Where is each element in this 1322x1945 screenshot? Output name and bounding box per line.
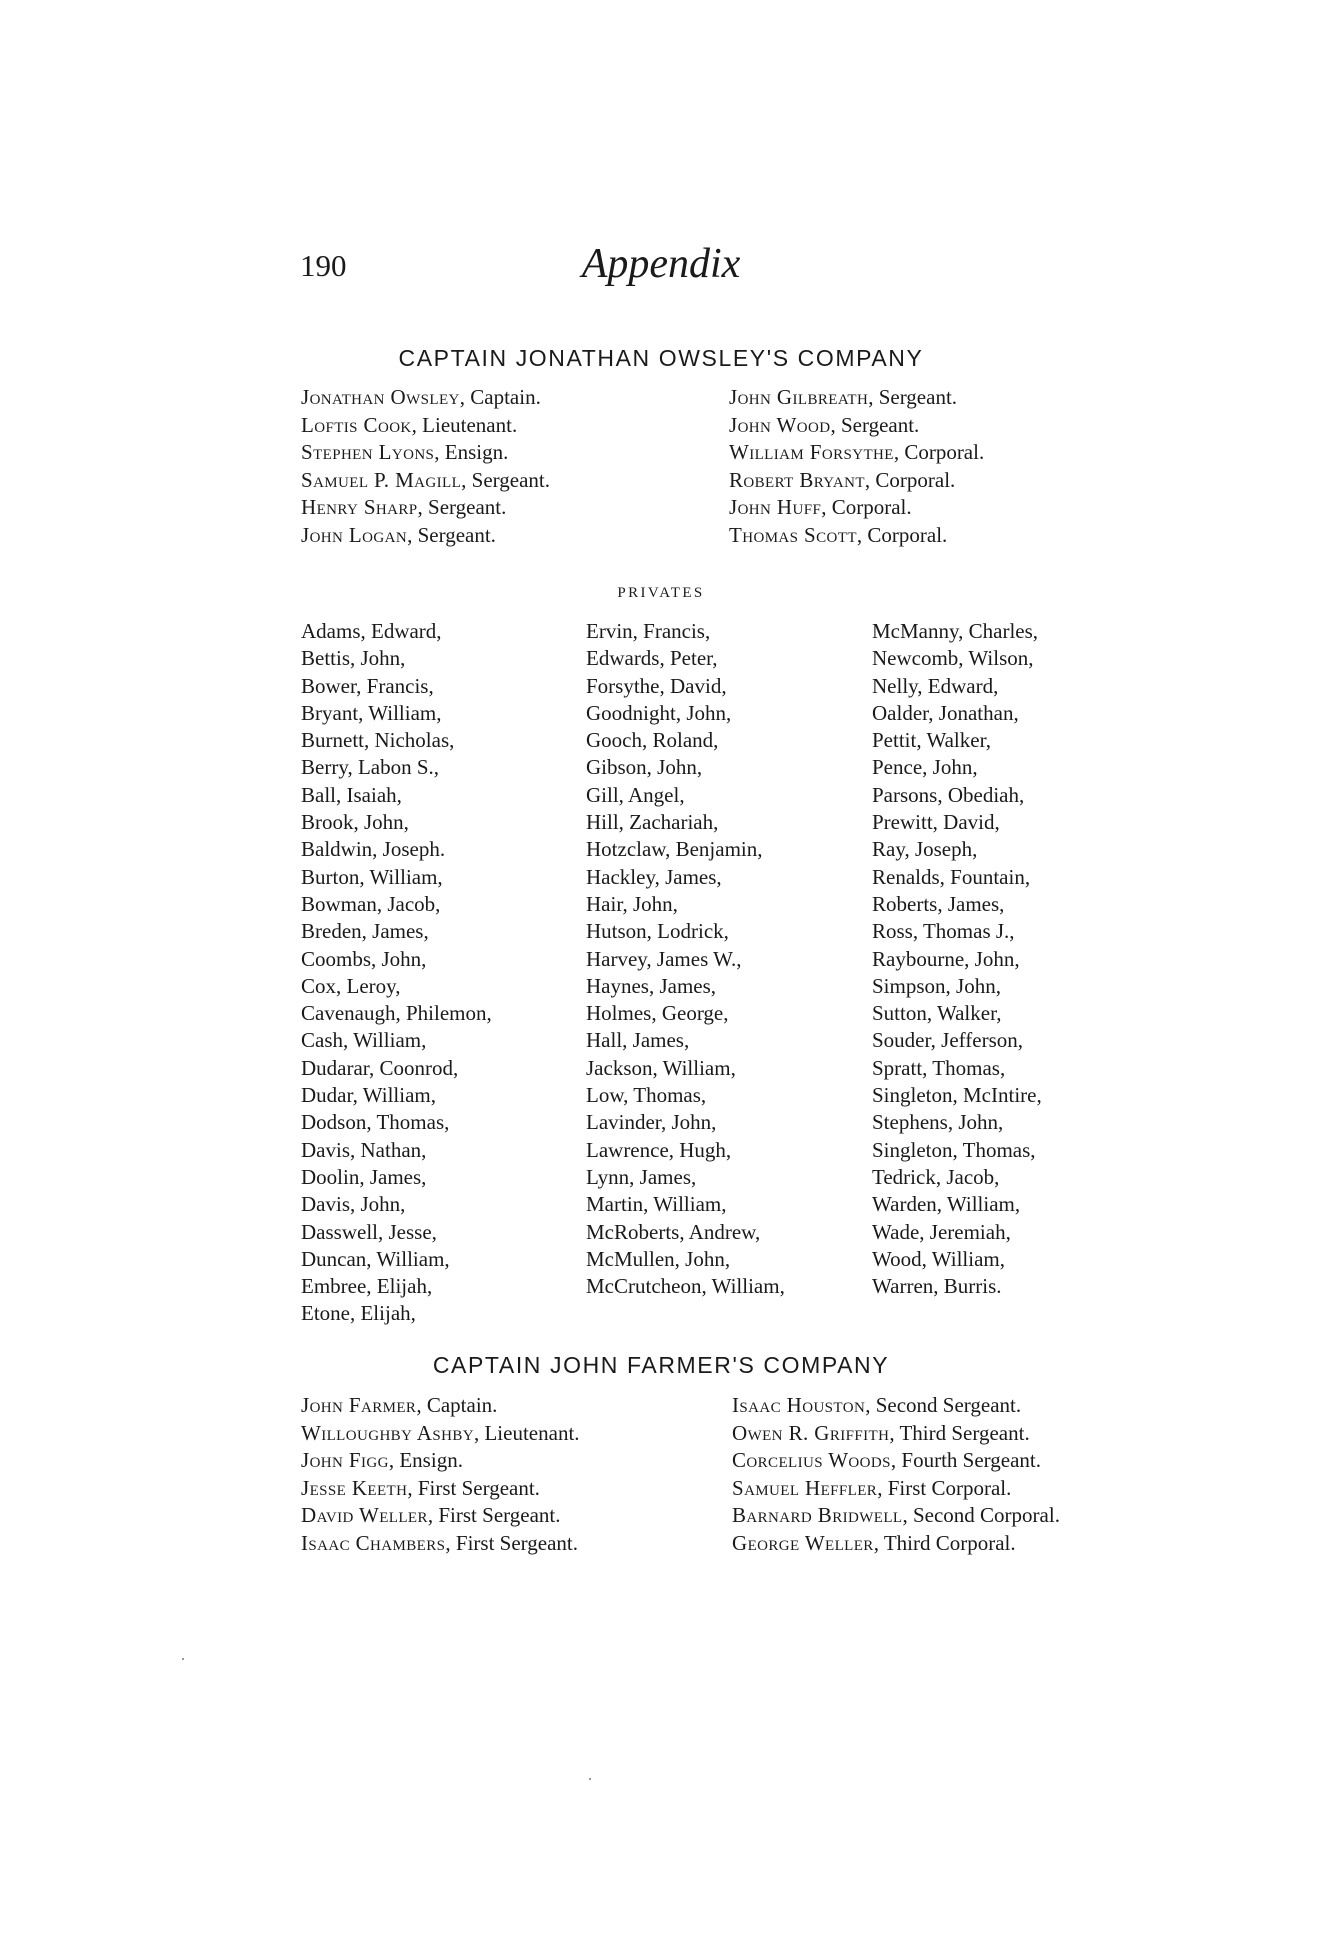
- private-entry: Stephens, John,: [872, 1110, 1004, 1135]
- officer-name: Isaac Houston: [732, 1393, 866, 1417]
- private-entry: Breden, James,: [301, 919, 429, 944]
- private-entry: Raybourne, John,: [872, 946, 1020, 971]
- officer-entry: [729, 522, 984, 550]
- private-entry: Low, Thomas,: [586, 1083, 707, 1108]
- officer-entry: [732, 1447, 1060, 1475]
- private-entry: Ball, Isaiah,: [301, 782, 402, 807]
- private-entry: Hill, Zachariah,: [586, 810, 719, 835]
- officer-name: Samuel Heffler: [732, 1475, 878, 1500]
- private-entry: Warren, Burris.: [872, 1274, 1002, 1299]
- private-entry: McRoberts, Andrew,: [586, 1219, 761, 1244]
- officer-entry: [732, 1420, 1060, 1448]
- private-entry: Hall, James,: [586, 1028, 690, 1053]
- private-entry: Davis, Nathan,: [301, 1137, 427, 1162]
- officer-rank: , Fourth Sergeant.: [890, 1448, 1041, 1472]
- private-entry: Newcomb, Wilson,: [872, 646, 1034, 671]
- private-entry: Doolin, James,: [301, 1164, 427, 1189]
- officer-name: John Gilbreath: [729, 385, 869, 409]
- officer-rank: , Lieutenant.: [473, 1420, 580, 1445]
- officer-name: Loftis Cook: [301, 412, 412, 437]
- private-entry: Singleton, McIntire,: [872, 1083, 1042, 1108]
- private-entry: Harvey, James W.,: [586, 946, 742, 971]
- officer-entry: [729, 412, 984, 440]
- officer-name: Corcelius Woods: [732, 1448, 891, 1472]
- privates-heading: PRIVATES: [617, 585, 705, 601]
- running-head: Appendix: [581, 241, 741, 287]
- private-entry: Tedrick, Jacob,: [872, 1164, 1000, 1189]
- officer-entry: [732, 1475, 1060, 1503]
- officer-rank: , Captain.: [416, 1393, 498, 1417]
- private-entry: Berry, Labon S.,: [301, 755, 440, 780]
- private-entry: Souder, Jefferson,: [872, 1028, 1023, 1053]
- officer-rank: , First Sergeant.: [407, 1475, 540, 1500]
- farmer-officers-right: [732, 1392, 1060, 1557]
- officer-name: Barnard Bridwell: [732, 1503, 903, 1527]
- private-entry: McMullen, John,: [586, 1246, 731, 1271]
- officer-rank: , Sergeant.: [417, 495, 507, 519]
- private-entry: Bower, Francis,: [301, 673, 434, 698]
- officer-entry: [301, 1447, 580, 1475]
- officer-rank: , Ensign.: [388, 1448, 463, 1472]
- private-entry: Edwards, Peter,: [586, 646, 718, 671]
- officer-name: David Weller: [301, 1503, 428, 1527]
- officer-entry: [301, 412, 550, 440]
- officer-name: John Wood: [729, 412, 831, 437]
- officer-rank: , Ensign.: [434, 440, 509, 464]
- officer-entry: [301, 1530, 580, 1558]
- officer-rank: , Corporal.: [821, 495, 912, 519]
- officer-entry: [729, 467, 984, 495]
- officer-rank: , Sergeant.: [868, 385, 958, 409]
- private-entry: Forsythe, David,: [586, 673, 727, 698]
- private-entry: Gill, Angel,: [586, 782, 685, 807]
- officer-name: George Weller: [732, 1530, 874, 1555]
- private-entry: Ross, Thomas J.,: [872, 919, 1015, 944]
- officer-name: Henry Sharp: [301, 495, 418, 519]
- private-entry: Burton, William,: [301, 864, 443, 889]
- privates-column-2: [586, 618, 785, 1300]
- private-entry: Coombs, John,: [301, 946, 427, 971]
- private-entry: McCrutcheon, William,: [586, 1274, 785, 1299]
- private-entry: Dodson, Thomas,: [301, 1110, 450, 1135]
- private-entry: Simpson, John,: [872, 973, 1001, 998]
- officer-entry: [732, 1530, 1060, 1558]
- officer-rank: , Lieutenant.: [411, 412, 518, 437]
- officer-rank: , First Corporal.: [877, 1475, 1012, 1500]
- officer-name: Jesse Keeth: [301, 1475, 408, 1500]
- private-entry: Parsons, Obediah,: [872, 782, 1025, 807]
- private-entry: Hair, John,: [586, 891, 678, 916]
- private-entry: Jackson, William,: [586, 1055, 736, 1080]
- officer-rank: , Sergeant.: [461, 467, 551, 492]
- officer-entry: [301, 1475, 580, 1503]
- officer-rank: , Second Sergeant.: [865, 1393, 1022, 1417]
- private-entry: Prewitt, David,: [872, 810, 1000, 835]
- officer-name: William Forsythe: [729, 440, 894, 464]
- scan-speck: [182, 1658, 184, 1660]
- private-entry: Cash, William,: [301, 1028, 427, 1053]
- officer-rank: , Corporal.: [856, 522, 948, 547]
- private-entry: Burnett, Nicholas,: [301, 728, 455, 753]
- officer-rank: , Sergeant.: [830, 412, 920, 437]
- private-entry: Singleton, Thomas,: [872, 1137, 1036, 1162]
- private-entry: Gooch, Roland,: [586, 728, 719, 753]
- officer-entry: [732, 1502, 1060, 1530]
- private-entry: Bryant, William,: [301, 700, 442, 725]
- private-entry: Ray, Joseph,: [872, 837, 978, 862]
- officer-name: Isaac Chambers: [301, 1530, 446, 1555]
- private-entry: Wood, William,: [872, 1246, 1005, 1271]
- owsley-company-title: CAPTAIN JONATHAN OWSLEY'S COMPANY: [398, 345, 924, 371]
- private-entry: Sutton, Walker,: [872, 1001, 1002, 1026]
- private-entry: Pence, John,: [872, 755, 978, 780]
- farmer-company-title: CAPTAIN JOHN FARMER'S COMPANY: [432, 1352, 890, 1378]
- officer-entry: [301, 384, 550, 412]
- officer-name: John Farmer: [301, 1393, 417, 1417]
- private-entry: Davis, John,: [301, 1192, 406, 1217]
- private-entry: Spratt, Thomas,: [872, 1055, 1006, 1080]
- private-entry: Warden, William,: [872, 1192, 1021, 1217]
- officer-rank: , Captain.: [459, 385, 541, 409]
- private-entry: Wade, Jeremiah,: [872, 1219, 1011, 1244]
- private-entry: Hutson, Lodrick,: [586, 919, 729, 944]
- private-entry: Bettis, John,: [301, 646, 406, 671]
- private-entry: Gibson, John,: [586, 755, 703, 780]
- officer-name: Jonathan Owsley: [301, 385, 460, 409]
- private-entry: Hotzclaw, Benjamin,: [586, 837, 763, 862]
- officer-entry: [729, 384, 984, 412]
- officer-entry: [729, 439, 984, 467]
- officer-entry: [732, 1392, 1060, 1420]
- officer-rank: , Third Sergeant.: [889, 1420, 1030, 1445]
- officer-entry: [301, 1420, 580, 1448]
- private-entry: Martin, William,: [586, 1192, 727, 1217]
- page-number: 190: [300, 248, 347, 283]
- private-entry: Haynes, James,: [586, 973, 717, 998]
- private-entry: Roberts, James,: [872, 891, 1005, 916]
- officer-name: John Figg: [301, 1448, 389, 1472]
- officer-entry: [301, 494, 550, 522]
- owsley-officers-left: [301, 384, 550, 549]
- private-entry: Embree, Elijah,: [301, 1274, 433, 1299]
- officer-entry: [301, 439, 550, 467]
- private-entry: Hackley, James,: [586, 864, 722, 889]
- officer-entry: [301, 522, 550, 550]
- officer-name: John Huff: [729, 495, 822, 519]
- private-entry: Dudar, William,: [301, 1083, 436, 1108]
- private-entry: Oalder, Jonathan,: [872, 700, 1019, 725]
- officer-name: John Logan: [301, 522, 408, 547]
- officer-name: Stephen Lyons: [301, 440, 435, 464]
- private-entry: Bowman, Jacob,: [301, 891, 441, 916]
- farmer-officers-left: [301, 1392, 580, 1557]
- officer-rank: , Sergeant.: [407, 522, 496, 547]
- officer-rank: , First Sergeant.: [427, 1503, 561, 1527]
- officer-entry: [301, 467, 550, 495]
- private-entry: Pettit, Walker,: [872, 728, 991, 753]
- private-entry: Dasswell, Jesse,: [301, 1219, 437, 1244]
- private-entry: McManny, Charles,: [872, 619, 1039, 643]
- officer-rank: , Second Corporal.: [902, 1503, 1060, 1527]
- privates-column-1: [301, 618, 492, 1328]
- private-entry: Cavenaugh, Philemon,: [301, 1001, 492, 1026]
- private-entry: Lynn, James,: [586, 1164, 697, 1189]
- owsley-officers-right: [729, 384, 984, 549]
- officer-entry: [729, 494, 984, 522]
- private-entry: Dudarar, Coonrod,: [301, 1055, 459, 1080]
- officer-entry: [301, 1392, 580, 1420]
- private-entry: Renalds, Fountain,: [872, 864, 1031, 889]
- scan-speck: [589, 1778, 591, 1780]
- private-entry: Duncan, William,: [301, 1246, 450, 1271]
- officer-rank: , First Sergeant.: [445, 1530, 578, 1555]
- private-entry: Nelly, Edward,: [872, 673, 999, 698]
- officer-rank: , Third Corporal.: [873, 1530, 1016, 1555]
- private-entry: Cox, Leroy,: [301, 973, 401, 998]
- private-entry: Adams, Edward,: [301, 619, 442, 643]
- officer-name: Willoughby Ashby: [301, 1420, 474, 1445]
- officer-rank: , Corporal.: [893, 440, 985, 464]
- private-entry: Lawrence, Hugh,: [586, 1137, 732, 1162]
- private-entry: Brook, John,: [301, 810, 409, 835]
- private-entry: Baldwin, Joseph.: [301, 837, 446, 862]
- officer-name: Owen R. Griffith: [732, 1420, 890, 1445]
- officer-name: Robert Bryant: [729, 467, 865, 492]
- officer-name: Samuel P. Magill: [301, 467, 462, 492]
- privates-column-3: [872, 618, 1042, 1300]
- officer-rank: , Corporal.: [864, 467, 956, 492]
- private-entry: Ervin, Francis,: [586, 619, 711, 643]
- private-entry: Lavinder, John,: [586, 1110, 717, 1135]
- private-entry: Etone, Elijah,: [301, 1301, 416, 1326]
- private-entry: Goodnight, John,: [586, 700, 732, 725]
- officer-entry: [301, 1502, 580, 1530]
- officer-name: Thomas Scott: [729, 522, 857, 547]
- private-entry: Holmes, George,: [586, 1001, 729, 1026]
